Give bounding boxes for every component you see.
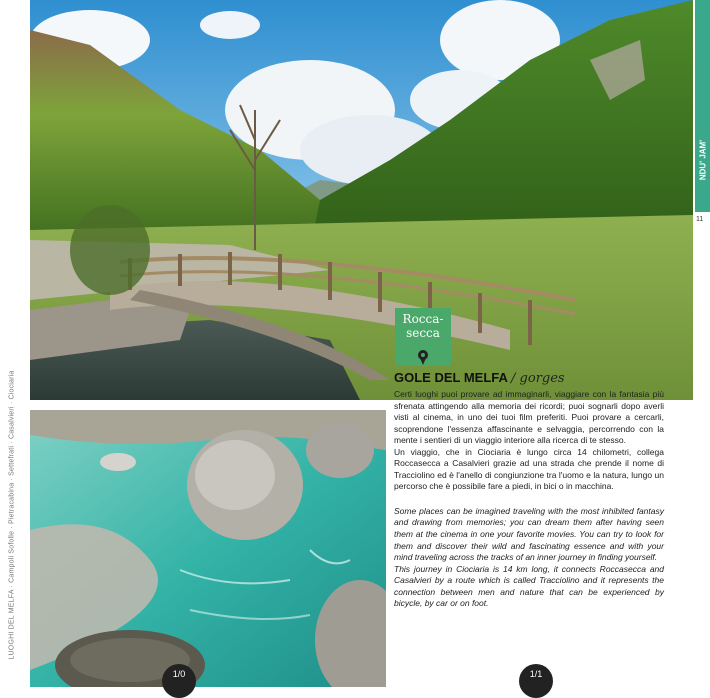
page-number-right: 1/1: [519, 664, 553, 698]
photo-bridge-valley: [30, 0, 693, 400]
paragraph-it-2: Un viaggio, che in Ciociaria è lungo circa 14 chilometri, collega Roccasecca a Casalvieri grazie ad una strada che prende il nome di Tracciolino ed è l'anello di congiunzione tra l'uomo e la natura, lungo un percorso che è possibile fare a piedi, in bici o in macchina.: [394, 446, 664, 492]
article-title-main: GOLE DEL MELFA: [394, 370, 508, 385]
side-page-number: 11: [696, 216, 704, 223]
page-number-left: 1/0: [162, 664, 196, 698]
paragraph-it-1: Certi luoghi puoi provare ad immaginarli, viaggiare con la fantasia più sfrenata attingendo alla memoria dei ricordi; puoi sognarli dopo averli visti al cinema, in uno dei tuoi film preferiti. Puoi provare a cercarli, scoprendone l'essenza affascinante e selvaggia, percorrendo con la mente i sentieri di un viaggio interiore alla ricerca di te stesso.: [394, 389, 664, 446]
badge-label-line1: Rocca-: [402, 312, 444, 326]
article: [394, 370, 664, 610]
section-tab: [695, 0, 710, 212]
section-tab-label: NDU' JAM': [698, 139, 707, 181]
map-pin-icon: [414, 348, 432, 366]
article-title-sub: / gorges: [511, 371, 565, 386]
location-badge: [395, 308, 451, 366]
photo-turquoise-river: [30, 410, 386, 687]
paragraph-en-2: This journey in Ciociaria is 14 km long, it connects Roccasecca and Casalvieri by a route which is called Tracciolino and it represents the connection between men and nature that can be experienced by bicycle, by car or on foot.: [394, 563, 664, 609]
side-credit-text: LUOGHI DEL MELFA · Campoli Sofolle · Pietracabina · Settefrati · Casalvieri · Ciociaria: [8, 370, 16, 660]
badge-label-line2: secca: [406, 326, 440, 340]
side-credit: [2, 350, 22, 680]
paragraph-en-1: Some places can be imagined traveling with the most inhibited fantasy and drawing from memories; you can dream them after having seen them at the cinema in one your favorite movies. You can try to look for them and discover their wild and fascinating essence and with your mind traveling across the tracks of an inner journey in finding yourself.: [394, 505, 664, 563]
article-title: [394, 370, 664, 387]
